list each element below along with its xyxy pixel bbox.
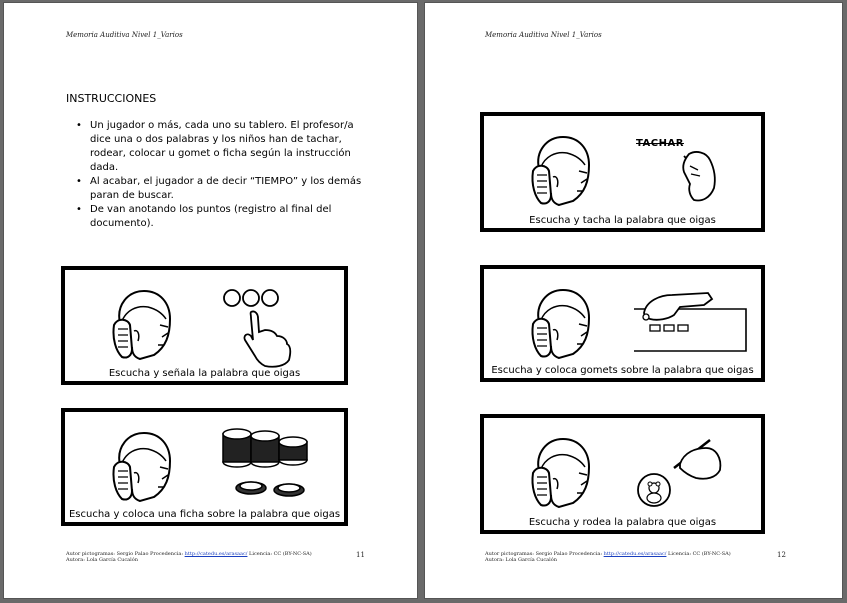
instruction-item: • Al acabar, el jugador a de decir “TIEMPO” y los demás paran de buscar. — [76, 175, 376, 203]
instruction-item: • Un jugador o más, cada uno su tablero. El profesor/a dice una o dos palabras y los niños han de tachar, rodear, colocar u gomet o ficha según la instrucción dada. — [76, 119, 376, 175]
pictogram-image — [484, 269, 761, 378]
footer-license: Licencia: CC (BY-NC-SA) — [668, 551, 731, 557]
card-caption: Escucha y coloca una ficha sobre la palabra que oigas — [68, 509, 341, 520]
pictogram-card-circle — [480, 414, 765, 534]
card-caption: Escucha y tacha la palabra que oigas — [529, 215, 716, 226]
pointing-hand-icon — [224, 290, 290, 367]
chips-icon — [223, 429, 307, 496]
listening-head-icon — [113, 433, 170, 501]
pictogram-card-point — [61, 266, 348, 385]
page-number: 12 — [777, 551, 786, 559]
page-11 — [3, 2, 418, 599]
card-caption: Escucha y rodea la palabra que oigas — [528, 517, 717, 528]
page-header: Memoria Auditiva Nivel 1_Varios — [66, 31, 183, 39]
page-number: 11 — [356, 551, 365, 559]
footer-author-label: Autor pictogramas: Sergio Palao Procedencia: — [485, 551, 603, 557]
footer-author2: Autora: Lola García Cucalón — [485, 557, 557, 563]
footer-license: Licencia: CC (BY-NC-SA) — [249, 551, 312, 557]
page-header: Memoria Auditiva Nivel 1_Varios — [485, 31, 602, 39]
listening-head-icon — [113, 291, 170, 359]
pictogram-image — [484, 418, 761, 530]
listening-head-icon — [532, 439, 589, 507]
circle-drawing-icon — [638, 440, 720, 506]
footer-credits — [66, 551, 312, 563]
card-caption: Escucha y coloca gomets sobre la palabra que oigas — [491, 365, 754, 376]
pictogram-image — [65, 412, 344, 522]
instruction-item: • De van anotando los puntos (registro al final del documento). — [76, 203, 376, 231]
listening-head-icon — [532, 290, 589, 358]
footer-credits — [485, 551, 731, 563]
card-caption: Escucha y señala la palabra que oigas — [108, 368, 301, 379]
footer-author2: Autora: Lola García Cucalón — [66, 557, 138, 563]
listening-head-icon — [532, 137, 589, 205]
pictogram-image — [65, 270, 344, 381]
page-12 — [424, 2, 843, 599]
pictogram-card-chip — [61, 408, 348, 526]
sticker-hand-icon — [634, 293, 746, 351]
instructions-heading: INSTRUCCIONES — [66, 92, 157, 105]
tachar-word: TACHAR — [636, 138, 684, 149]
pictogram-card-gomets — [480, 265, 765, 382]
footer-author-label: Autor pictogramas: Sergio Palao Procedencia: — [66, 551, 184, 557]
pictogram-image — [484, 116, 761, 228]
footer-link[interactable]: http://catedu.es/arasaac/ — [184, 551, 248, 557]
cross-out-hand-icon — [683, 152, 715, 201]
instructions-list — [76, 119, 376, 231]
footer-link[interactable]: http://catedu.es/arasaac/ — [603, 551, 667, 557]
pictogram-card-cross-out — [480, 112, 765, 232]
